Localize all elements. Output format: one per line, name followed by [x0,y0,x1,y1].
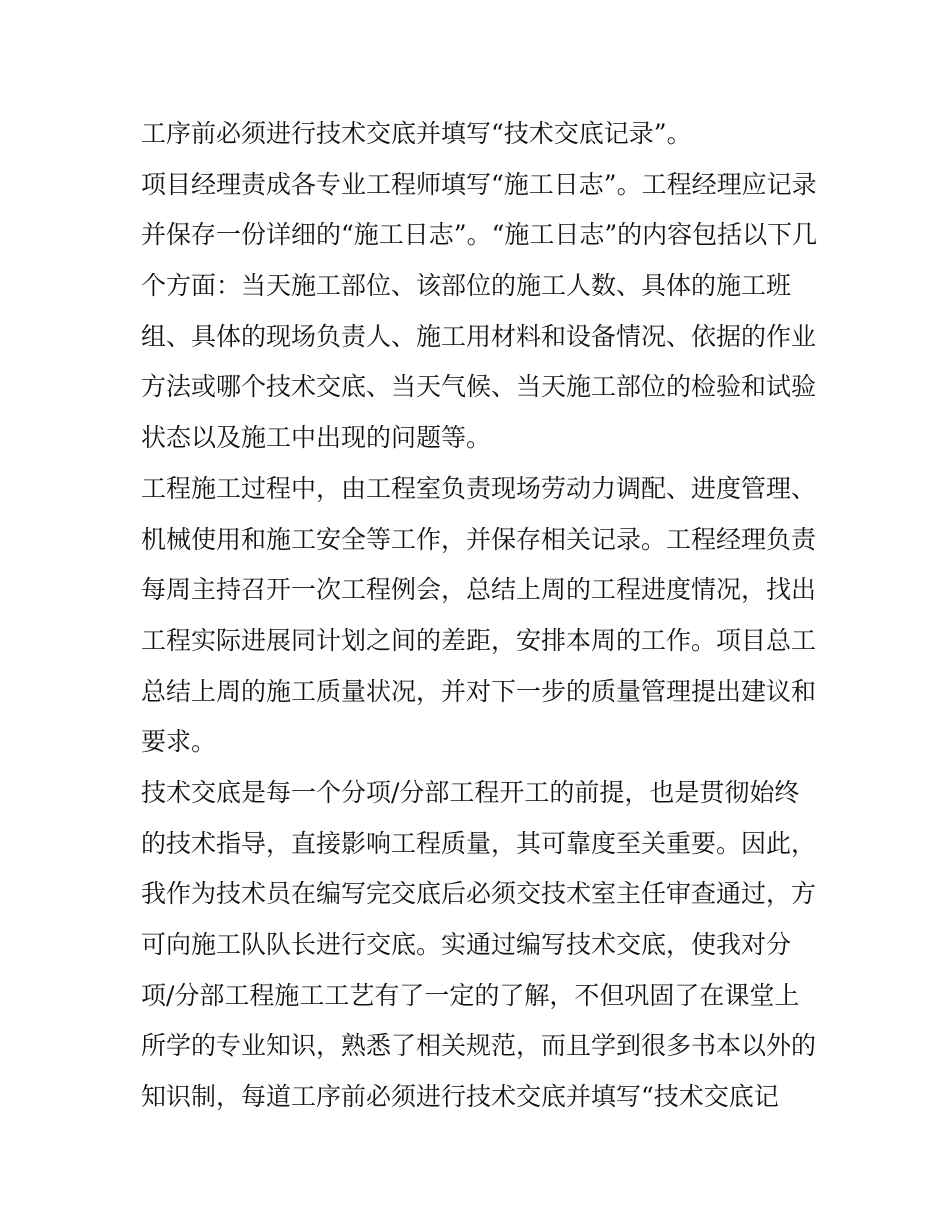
text-line: 状态以及施工中出现的问题等。 [141,423,492,453]
text-line: 的技术指导，直接影响工程质量，其可靠度至关重要。因此， [141,828,817,858]
body-text [141,109,821,1123]
text-line: 工程施工过程中，由工程室负责现场劳动力调配、进度管理、 [141,473,817,503]
text-line: 总结上周的施工质量状况，并对下一步的质量管理提出建议和 [141,676,817,706]
text-line: 知识制，每道工序前必须进行技术交底并填写“技术交底记 [141,1082,779,1112]
text-line: 组、具体的现场负责人、施工用材料和设备情况、依据的作业 [141,321,817,351]
text-line: 我作为技术员在编写完交底后必须交技术室主任审查通过，方 [141,879,817,909]
text-line: 项目经理责成各专业工程师填写“施工日志”。工程经理应记录 [141,169,817,199]
text-line: 并保存一份详细的“施工日志”。“施工日志”的内容包括以下几 [141,220,818,250]
text-line: 工程实际进展同计划之间的差距，安排本周的工作。项目总工 [141,625,817,655]
text-line: 方法或哪个技术交底、当天气候、当天施工部位的检验和试验 [141,372,817,402]
text-line: 所学的专业知识，熟悉了相关规范，而且学到很多书本以外的 [141,1031,817,1061]
text-line: 个方面：当天施工部位、该部位的施工人数、具体的施工班 [141,271,792,301]
text-line: 工序前必须进行技术交底并填写“技术交底记录”。 [141,119,692,148]
text-line: 项/分部工程施工工艺有了一定的了解，不但巩固了在课堂上 [141,980,800,1010]
text-line: 技术交底是每一个分项/分部工程开工的前提，也是贯彻始终 [141,777,800,807]
text-line: 每周主持召开一次工程例会，总结上周的工程进度情况，找出 [141,575,817,605]
text-line: 要求。 [141,727,217,757]
text-line: 机械使用和施工安全等工作，并保存相关记录。工程经理负责 [141,524,817,554]
text-line: 可向施工队队长进行交底。实通过编写技术交底，使我对分 [141,930,792,959]
